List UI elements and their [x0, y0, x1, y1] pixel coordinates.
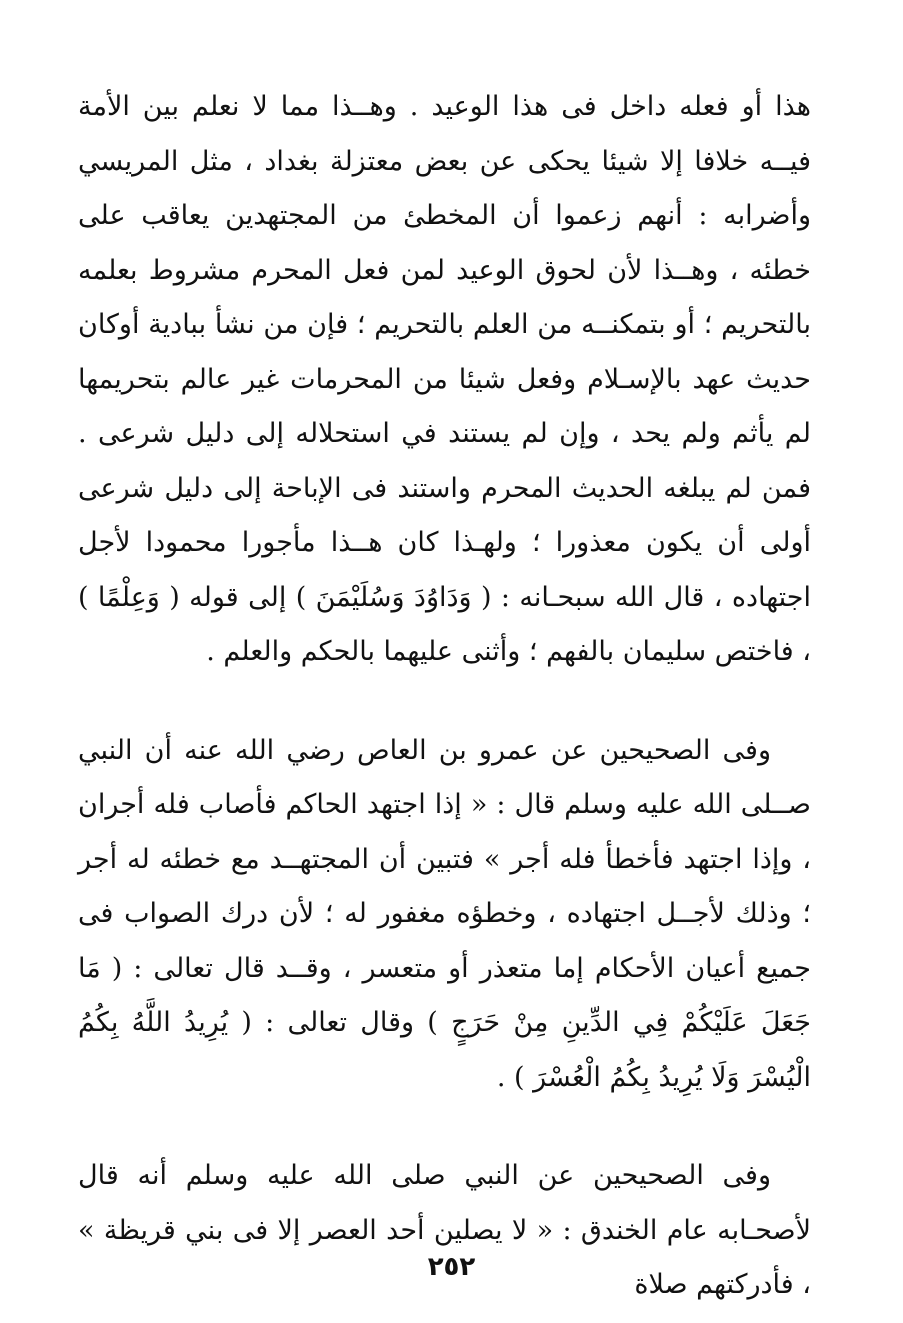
paragraph-3: وفى الصحيحين عن النبي صلى الله عليه وسلم أنه قال لأصحـابه عام الخندق : « لا يصلين أحد العصر إلا فى بني قريظة » ، فأدركتهم صلاة [78, 1160, 811, 1300]
page-number: ٢٥٢ [427, 1252, 476, 1282]
paragraph-2: وفى الصحيحين عن عمرو بن العاص رضي الله عنه أن النبي صــلى الله عليه وسلم قال : « إذا اجتهد الحاكم فأصاب فله أجران ، وإذا اجتهد فأخطأ فله أجر » فتبين أن المجتهــد مع خطئه له أجر ؛ وذلك لأجــل اجتهاده ، وخطؤه مغفور له ؛ لأن درك الصواب فى جميع أعيان الأحكام إما متعذر أو متعسر ، وقــد قال تعالى : ( مَا جَعَلَ عَلَيْكُمْ فِي الدِّينِ مِنْ حَرَجٍ ) وقال تعالى : ( يُرِيدُ اللَّهُ بِكُمُ الْيُسْرَ وَلَا يُرِيدُ بِكُمُ الْعُسْرَ ) . [78, 734, 811, 1093]
body-text [78, 80, 811, 1313]
paragraph-1: هذا أو فعله داخل فى هذا الوعيد . وهــذا مما لا نعلم بين الأمة فيــه خلافا إلا شيئا يحكى عن بعض معتزلة بغداد ، مثل المريسي وأضرابه : أنهم زعموا أن المخطئ من المجتهدين يعاقب على خطئه ، وهــذا لأن لحوق الوعيد لمن فعل المحرم مشروط بعلمه بالتحريم ؛ أو بتمكنــه من العلم بالتحريم ؛ فإن من نشأ ببادية أوكان حديث عهد بالإسـلام وفعل شيئا من المحرمات غير عالم بتحريمها لم يأثم ولم يحد ، وإن لم يستند في استحلاله إلى دليل شرعى . فمن لم يبلغه الحديث المحرم واستند فى الإباحة إلى دليل شرعى أولى أن يكون معذورا ؛ ولهـذا كان هــذا مأجورا محمودا لأجل اجتهاده ، قال الله سبحـانه : ( وَدَاوُدَ وَسُلَيْمَنَ ) إلى قوله ( وَعِلْمًا ) ، فاختص سليمان بالفهم ؛ وأثنى عليهما بالحكم والعلم . [78, 91, 811, 667]
